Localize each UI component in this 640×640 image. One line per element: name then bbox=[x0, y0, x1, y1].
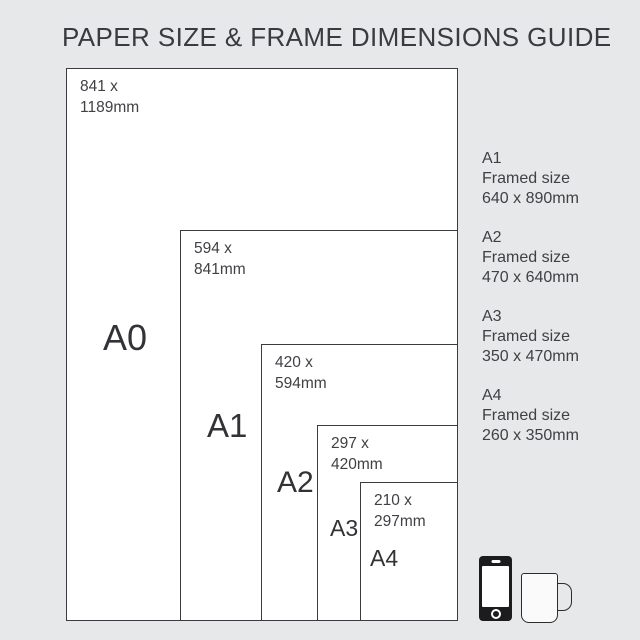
paper-height-a2: 594mm bbox=[275, 374, 327, 392]
paper-height-a0: 1189mm bbox=[80, 98, 140, 116]
paper-code-a2: A2 bbox=[277, 466, 314, 499]
legend-size-a1: 640 x 890mm bbox=[482, 190, 579, 207]
paper-height-a1: 841mm bbox=[194, 260, 246, 278]
legend-label-a3: Framed size bbox=[482, 328, 571, 345]
paper-dimensions-a2 bbox=[275, 353, 327, 394]
phone-speaker-slot bbox=[491, 560, 500, 563]
legend-entry-a4 bbox=[482, 386, 579, 446]
legend-label-a2: Framed size bbox=[482, 249, 571, 266]
paper-dimensions-a4 bbox=[374, 491, 426, 532]
paper-width-a3: 297 x bbox=[331, 435, 369, 452]
paper-dimensions-a1 bbox=[194, 239, 246, 280]
framed-size-legend bbox=[482, 149, 579, 465]
legend-size-a2: 470 x 640mm bbox=[482, 269, 579, 286]
legend-code-a1: A1 bbox=[482, 150, 502, 167]
paper-width-a2: 420 x bbox=[275, 354, 313, 371]
legend-label-a1: Framed size bbox=[482, 170, 571, 187]
smartphone-icon bbox=[479, 556, 512, 621]
phone-screen bbox=[482, 566, 509, 607]
paper-width-a1: 594 x bbox=[194, 240, 232, 257]
legend-code-a3: A3 bbox=[482, 308, 502, 325]
legend-size-a3: 350 x 470mm bbox=[482, 348, 579, 365]
phone-home-button bbox=[491, 609, 501, 619]
paper-dimensions-a0 bbox=[80, 77, 139, 118]
legend-code-a2: A2 bbox=[482, 229, 502, 246]
legend-entry-a3 bbox=[482, 307, 579, 367]
paper-code-a0: A0 bbox=[103, 317, 148, 358]
legend-entry-a1 bbox=[482, 149, 579, 209]
paper-code-a1: A1 bbox=[207, 407, 248, 444]
paper-height-a4: 297mm bbox=[374, 512, 426, 530]
paper-width-a4: 210 x bbox=[374, 492, 412, 509]
paper-code-a4: A4 bbox=[370, 545, 399, 571]
legend-size-a4: 260 x 350mm bbox=[482, 427, 579, 444]
legend-label-a4: Framed size bbox=[482, 407, 571, 424]
paper-code-a3: A3 bbox=[330, 515, 359, 541]
paper-rect-a4 bbox=[360, 482, 458, 621]
mug-icon bbox=[521, 573, 558, 623]
page-title: PAPER SIZE & FRAME DIMENSIONS GUIDE bbox=[62, 22, 612, 52]
paper-width-a0: 841 x bbox=[80, 78, 118, 95]
paper-dimensions-a3 bbox=[331, 434, 383, 475]
legend-entry-a2 bbox=[482, 228, 579, 288]
legend-code-a4: A4 bbox=[482, 387, 502, 404]
paper-height-a3: 420mm bbox=[331, 455, 383, 473]
